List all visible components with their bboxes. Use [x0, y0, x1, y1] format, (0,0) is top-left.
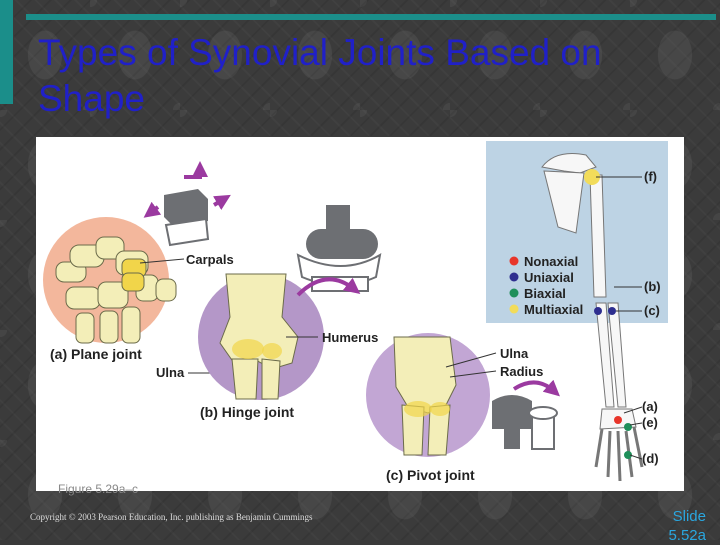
- slide-title: Types of Synovial Joints Based on Shape: [38, 32, 602, 119]
- label-a: (a): [642, 399, 658, 414]
- label-hinge-joint: (b) Hinge joint: [200, 404, 295, 420]
- pivot-joint-model: [492, 395, 557, 449]
- legend-label-multiaxial: Multiaxial: [524, 302, 584, 317]
- legend-dot-biaxial: [510, 289, 519, 298]
- label-e: (e): [642, 415, 658, 430]
- legend-label-uniaxial: Uniaxial: [524, 270, 574, 285]
- legend-dot-uniaxial: [510, 273, 519, 282]
- legend-label-nonaxial: Nonaxial: [524, 254, 579, 269]
- legend-dot-nonaxial: [510, 257, 519, 266]
- hinge-joint-model: [298, 205, 380, 291]
- plane-joint-model: [164, 189, 208, 245]
- label-ulna-a: Ulna: [156, 365, 185, 380]
- label-pivot-joint: (c) Pivot joint: [386, 467, 475, 483]
- accent-bar-vertical: [0, 0, 13, 104]
- synovial-joints-figure: [36, 137, 684, 491]
- figure-caption: Figure 5.29a–c: [58, 482, 139, 496]
- figure-illustration: [36, 137, 684, 491]
- slide-number: Slide 5.52a: [668, 508, 706, 544]
- label-plane-joint: (a) Plane joint: [50, 346, 142, 362]
- label-ulna-c: Ulna: [500, 346, 529, 361]
- label-f: (f): [644, 169, 657, 184]
- label-carpals: Carpals: [186, 252, 234, 267]
- label-radius: Radius: [500, 364, 544, 379]
- legend-dot-multiaxial: [510, 305, 519, 314]
- pivot-joint-illustration: [366, 333, 557, 457]
- accent-bar-horizontal: [26, 14, 716, 20]
- label-humerus: Humerus: [322, 330, 379, 345]
- label-d: (d): [642, 451, 659, 466]
- hinge-joint-illustration: [198, 205, 380, 400]
- label-c: (c): [644, 303, 660, 318]
- label-b: (b): [644, 279, 661, 294]
- copyright-notice: Copyright © 2003 Pearson Education, Inc. publishing as Benjamin Cummings: [30, 512, 313, 522]
- legend-label-biaxial: Biaxial: [524, 286, 566, 301]
